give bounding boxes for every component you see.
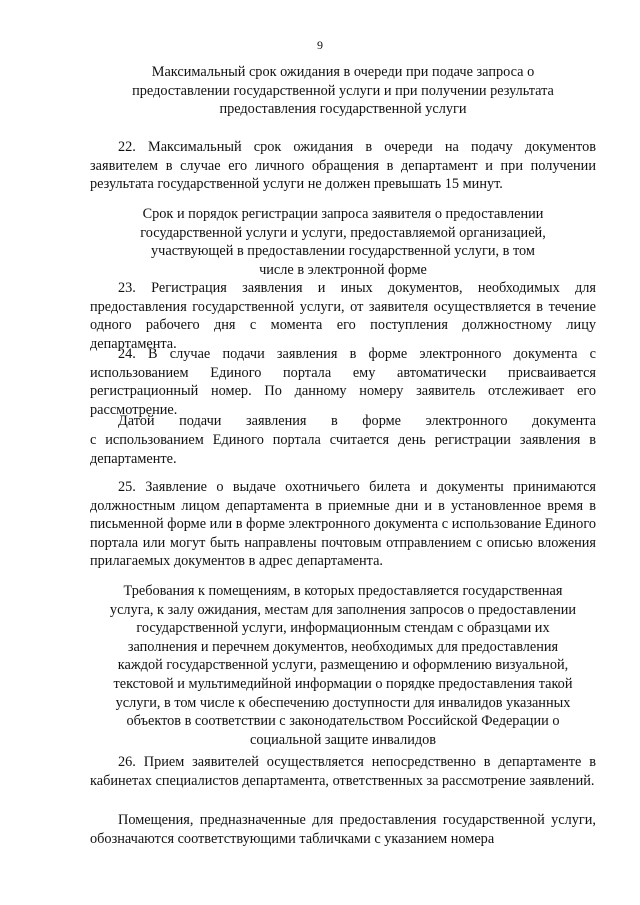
heading-line: Срок и порядок регистрации запроса заявителя о предоставлении: [142, 206, 544, 222]
heading-line: объектов в соответствии с законодательством Российской Федерации о: [126, 713, 560, 730]
paragraph-26-premises: Помещения, предназначенные для предоставления государственной услуги, обозначаются соответствующими табличками с указанием номера: [90, 812, 596, 847]
heading-line: предоставлении государственной услуги и при получении результата: [132, 82, 554, 99]
heading-line: государственной услуги и услуги, предоставляемой организацией,: [140, 224, 546, 241]
paragraph-24-date-line: Датой подачи заявления в форме электронного документа: [118, 413, 596, 429]
section-heading-registration: [90, 205, 596, 279]
section-heading-premises: [90, 582, 596, 749]
paragraph-25: 25. Заявление о выдаче охотничьего билета и документы принимаются должностным лицом департамента в приемные дни и в установленное время в письменной форме или в форме электронного документа с использование Единого портала или могут быть направлены почтовым отправлением с описью вложения прилагаемых документов в адрес департамента.: [90, 479, 596, 570]
heading-line: услуги, в том числе к обеспечению доступности для инвалидов указанных: [115, 694, 571, 711]
heading-line: социальной защите инвалидов: [249, 731, 437, 748]
heading-line: услуга, к залу ожидания, местам для заполнения запросов о предоставлении: [109, 601, 577, 618]
heading-line: Максимальный срок ожидания в очереди при подаче запроса о: [151, 64, 535, 80]
paragraph-24: 24. В случае подачи заявления в форме электронного документа с использованием Единого портала ему автоматически присваивается регистрационный номер. По данному номеру заявитель отслеживает его рассмотрение.: [90, 346, 596, 418]
heading-line: текстовой и мультимедийной информации о порядке предоставления такой: [113, 675, 573, 692]
paragraph-26: 26. Прием заявителей осуществляется непосредственно в департаменте в кабинетах специалистов департамента, ответственных за рассмотрение заявлений.: [90, 754, 596, 789]
paragraph-22: 22. Максимальный срок ожидания в очереди на подачу документов заявителем в случае его личного обращения в департамент и при получении результата государственной услуги не должен превышать 15 минут.: [90, 139, 596, 193]
heading-line: заполнения и перечнем документов, необходимых для предоставления: [127, 638, 559, 655]
heading-line: предоставления государственной услуги: [219, 101, 467, 118]
section-heading-waiting-time: [90, 63, 596, 119]
heading-line: Требования к помещениям, в которых предоставляется государственная: [123, 583, 563, 599]
heading-line: числе в электронной форме: [259, 261, 427, 278]
paragraph-23: 23. Регистрация заявления и иных документов, необходимых для предоставления государственной услуги, от заявителя осуществляется в течение одного рабочего дня с момента его поступления должностному лицу департамента.: [90, 280, 596, 352]
heading-line: каждой государственной услуги, размещению и оформлению визуальной,: [117, 657, 569, 674]
heading-line: государственной услуги, информационным стендам с образцами их: [136, 620, 550, 637]
page-number: 9: [317, 38, 323, 52]
heading-line: участвующей в предоставлении государственной услуги, в том: [151, 243, 535, 260]
paragraph-24-date-continuation: с использованием Единого портала считается день регистрации заявления в департаменте.: [90, 432, 596, 467]
